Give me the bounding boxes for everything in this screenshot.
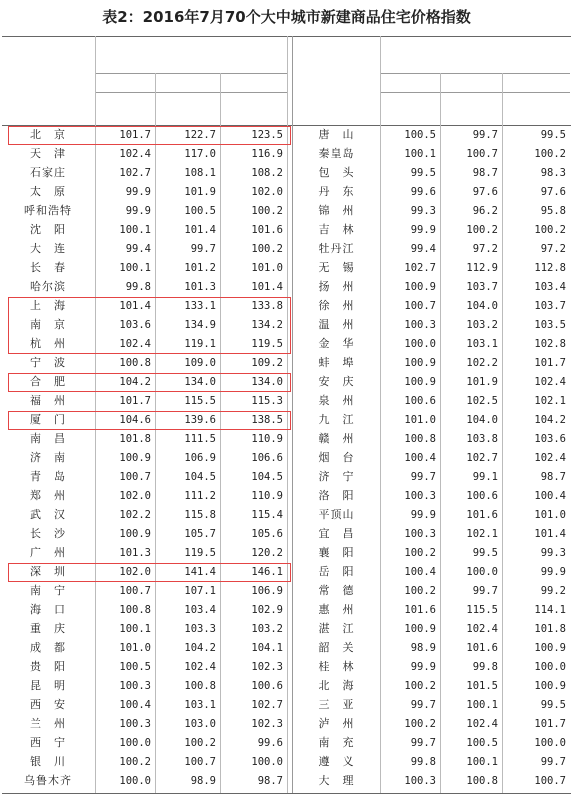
index-value-left-2: 117.0 bbox=[184, 148, 216, 160]
index-value-right-2: 112.9 bbox=[466, 262, 498, 274]
index-value-left-1: 104.2 bbox=[119, 376, 151, 388]
index-value-left-2: 98.9 bbox=[190, 775, 216, 787]
city-name-right: 遵 义 bbox=[318, 755, 355, 768]
index-value-left-2: 111.2 bbox=[184, 490, 216, 502]
index-value-left-1: 100.0 bbox=[119, 737, 151, 749]
index-value-right-3: 99.3 bbox=[540, 547, 566, 559]
city-name-left: 呼和浩特 bbox=[24, 204, 72, 217]
index-value-left-1: 100.5 bbox=[119, 661, 151, 673]
index-value-left-3: 120.2 bbox=[251, 547, 283, 559]
city-name-right: 大 理 bbox=[318, 774, 355, 787]
index-value-left-3: 99.6 bbox=[257, 737, 283, 749]
index-value-left-2: 100.8 bbox=[184, 680, 216, 692]
city-name-right: 南 充 bbox=[318, 736, 355, 749]
index-value-right-1: 100.2 bbox=[404, 547, 436, 559]
index-value-left-2: 101.4 bbox=[184, 224, 216, 236]
index-value-left-1: 100.9 bbox=[119, 528, 151, 540]
city-name-left: 西 宁 bbox=[30, 736, 66, 749]
index-value-right-3: 100.7 bbox=[534, 775, 566, 787]
index-value-left-1: 99.4 bbox=[125, 243, 151, 255]
index-value-left-3: 100.6 bbox=[251, 680, 283, 692]
index-value-left-3: 105.6 bbox=[251, 528, 283, 540]
index-value-left-2: 104.5 bbox=[184, 471, 216, 483]
index-value-right-1: 100.0 bbox=[404, 338, 436, 350]
city-name-right: 九 江 bbox=[318, 413, 355, 426]
index-value-right-3: 99.5 bbox=[540, 699, 566, 711]
index-value-right-3: 103.5 bbox=[534, 319, 566, 331]
city-name-right: 金 华 bbox=[318, 337, 355, 350]
city-name-left: 石家庄 bbox=[30, 166, 66, 179]
index-value-left-2: 100.5 bbox=[184, 205, 216, 217]
col-divider-3 bbox=[287, 36, 288, 793]
index-value-right-2: 102.1 bbox=[466, 528, 498, 540]
index-value-right-3: 100.9 bbox=[534, 680, 566, 692]
index-value-right-3: 101.8 bbox=[534, 623, 566, 635]
city-name-right: 惠 州 bbox=[318, 603, 355, 616]
index-value-left-2: 109.0 bbox=[184, 357, 216, 369]
index-value-right-2: 100.0 bbox=[466, 566, 498, 578]
index-value-right-2: 101.6 bbox=[466, 509, 498, 521]
index-value-left-1: 101.3 bbox=[119, 547, 151, 559]
city-name-right: 唐 山 bbox=[318, 128, 355, 141]
city-name-right: 蚌 埠 bbox=[318, 356, 355, 369]
index-value-right-1: 100.6 bbox=[404, 395, 436, 407]
city-name-right: 宜 昌 bbox=[318, 527, 355, 540]
col-divider-1 bbox=[155, 73, 156, 793]
index-value-left-3: 134.0 bbox=[251, 376, 283, 388]
index-value-left-3: 100.2 bbox=[251, 243, 283, 255]
index-value-left-3: 108.2 bbox=[251, 167, 283, 179]
index-value-left-1: 100.3 bbox=[119, 718, 151, 730]
index-value-right-1: 99.5 bbox=[410, 167, 436, 179]
index-value-right-2: 103.2 bbox=[466, 319, 498, 331]
index-value-left-2: 134.9 bbox=[184, 319, 216, 331]
index-value-right-3: 98.3 bbox=[540, 167, 566, 179]
city-name-right: 安 庆 bbox=[318, 375, 355, 388]
index-value-left-2: 103.3 bbox=[184, 623, 216, 635]
city-name-left: 杭 州 bbox=[30, 337, 66, 350]
city-name-left: 南 宁 bbox=[30, 584, 66, 597]
index-value-left-2: 107.1 bbox=[184, 585, 216, 597]
index-value-left-2: 119.5 bbox=[184, 547, 216, 559]
city-name-left: 成 都 bbox=[30, 641, 66, 654]
city-name-right: 桂 林 bbox=[318, 660, 355, 673]
index-value-left-1: 99.9 bbox=[125, 205, 151, 217]
index-value-left-3: 109.2 bbox=[251, 357, 283, 369]
index-value-right-1: 100.9 bbox=[404, 357, 436, 369]
index-value-left-1: 101.8 bbox=[119, 433, 151, 445]
index-value-left-3: 100.0 bbox=[251, 756, 283, 768]
index-value-right-3: 103.7 bbox=[534, 300, 566, 312]
city-name-right: 牡丹江 bbox=[318, 242, 355, 255]
index-value-left-1: 101.7 bbox=[119, 395, 151, 407]
index-value-right-3: 100.0 bbox=[534, 737, 566, 749]
city-name-left: 长 沙 bbox=[30, 527, 66, 540]
index-value-left-3: 98.7 bbox=[257, 775, 283, 787]
index-value-left-2: 101.9 bbox=[184, 186, 216, 198]
index-value-right-2: 96.2 bbox=[472, 205, 498, 217]
index-value-left-1: 102.2 bbox=[119, 509, 151, 521]
index-value-left-2: 103.0 bbox=[184, 718, 216, 730]
index-value-right-2: 97.6 bbox=[472, 186, 498, 198]
index-value-left-2: 100.2 bbox=[184, 737, 216, 749]
index-value-right-3: 101.7 bbox=[534, 357, 566, 369]
city-name-left: 哈尔滨 bbox=[30, 280, 66, 293]
index-value-right-2: 99.5 bbox=[472, 547, 498, 559]
index-value-right-1: 100.9 bbox=[404, 281, 436, 293]
index-value-left-2: 115.8 bbox=[184, 509, 216, 521]
index-value-right-1: 100.9 bbox=[404, 623, 436, 635]
index-value-right-2: 100.7 bbox=[466, 148, 498, 160]
index-value-left-3: 106.9 bbox=[251, 585, 283, 597]
index-value-right-1: 101.0 bbox=[404, 414, 436, 426]
city-name-right: 常 德 bbox=[318, 584, 355, 597]
index-value-right-3: 100.2 bbox=[534, 148, 566, 160]
index-value-right-3: 99.5 bbox=[540, 129, 566, 141]
index-value-right-2: 99.8 bbox=[472, 661, 498, 673]
city-name-left: 太 原 bbox=[30, 185, 66, 198]
index-value-left-2: 104.2 bbox=[184, 642, 216, 654]
index-value-left-1: 102.0 bbox=[119, 490, 151, 502]
index-value-right-1: 99.7 bbox=[410, 471, 436, 483]
rule-col-0 bbox=[95, 92, 287, 93]
index-value-right-3: 99.2 bbox=[540, 585, 566, 597]
index-value-right-2: 102.7 bbox=[466, 452, 498, 464]
index-value-right-3: 97.2 bbox=[540, 243, 566, 255]
index-value-right-3: 100.0 bbox=[534, 661, 566, 673]
index-value-right-1: 100.3 bbox=[404, 775, 436, 787]
index-value-right-3: 102.4 bbox=[534, 376, 566, 388]
city-name-left: 合 肥 bbox=[30, 375, 66, 388]
city-name-right: 赣 州 bbox=[318, 432, 355, 445]
index-value-left-1: 100.3 bbox=[119, 680, 151, 692]
rule-col-1 bbox=[380, 92, 570, 93]
index-value-left-3: 102.9 bbox=[251, 604, 283, 616]
city-name-left: 深 圳 bbox=[30, 565, 66, 578]
index-value-left-1: 100.4 bbox=[119, 699, 151, 711]
index-value-right-3: 114.1 bbox=[534, 604, 566, 616]
index-value-right-1: 99.6 bbox=[410, 186, 436, 198]
index-value-right-1: 99.7 bbox=[410, 737, 436, 749]
index-value-left-2: 119.1 bbox=[184, 338, 216, 350]
city-name-left: 昆 明 bbox=[30, 679, 66, 692]
city-name-left: 福 州 bbox=[30, 394, 66, 407]
index-value-right-3: 100.2 bbox=[534, 224, 566, 236]
index-value-right-1: 99.9 bbox=[410, 224, 436, 236]
city-name-right: 温 州 bbox=[318, 318, 355, 331]
index-value-right-1: 100.1 bbox=[404, 148, 436, 160]
city-name-right: 丹 东 bbox=[318, 185, 355, 198]
index-value-right-1: 100.4 bbox=[404, 452, 436, 464]
index-value-left-1: 100.1 bbox=[119, 224, 151, 236]
city-name-right: 洛 阳 bbox=[318, 489, 355, 502]
index-value-right-2: 102.2 bbox=[466, 357, 498, 369]
index-value-right-3: 102.4 bbox=[534, 452, 566, 464]
index-value-left-3: 102.7 bbox=[251, 699, 283, 711]
index-value-left-2: 134.0 bbox=[184, 376, 216, 388]
city-name-left: 天 津 bbox=[30, 147, 66, 160]
index-value-left-3: 115.3 bbox=[251, 395, 283, 407]
city-name-left: 郑 州 bbox=[30, 489, 66, 502]
index-value-right-2: 100.8 bbox=[466, 775, 498, 787]
index-value-right-2: 97.2 bbox=[472, 243, 498, 255]
index-value-right-2: 98.7 bbox=[472, 167, 498, 179]
col-divider-6 bbox=[502, 73, 503, 793]
index-value-left-3: 102.0 bbox=[251, 186, 283, 198]
index-value-right-2: 100.1 bbox=[466, 756, 498, 768]
city-name-right: 徐 州 bbox=[318, 299, 355, 312]
col-divider-5 bbox=[440, 73, 441, 793]
index-value-right-3: 102.1 bbox=[534, 395, 566, 407]
index-value-left-2: 108.1 bbox=[184, 167, 216, 179]
index-value-left-3: 133.8 bbox=[251, 300, 283, 312]
index-value-left-2: 139.6 bbox=[184, 414, 216, 426]
index-value-right-2: 101.9 bbox=[466, 376, 498, 388]
city-name-left: 重 庆 bbox=[30, 622, 66, 635]
city-name-right: 泸 州 bbox=[318, 717, 355, 730]
index-value-left-3: 102.3 bbox=[251, 718, 283, 730]
index-value-right-3: 104.2 bbox=[534, 414, 566, 426]
city-name-right: 湛 江 bbox=[318, 622, 355, 635]
index-value-left-1: 99.9 bbox=[125, 186, 151, 198]
city-name-right: 包 头 bbox=[318, 166, 355, 179]
index-value-left-3: 104.1 bbox=[251, 642, 283, 654]
city-name-right: 济 宁 bbox=[318, 470, 355, 483]
index-value-left-3: 123.5 bbox=[251, 129, 283, 141]
index-value-right-2: 115.5 bbox=[466, 604, 498, 616]
index-value-right-1: 100.7 bbox=[404, 300, 436, 312]
index-value-left-2: 101.2 bbox=[184, 262, 216, 274]
index-value-right-1: 100.3 bbox=[404, 490, 436, 502]
index-value-left-2: 141.4 bbox=[184, 566, 216, 578]
index-value-right-2: 103.7 bbox=[466, 281, 498, 293]
index-value-right-1: 100.9 bbox=[404, 376, 436, 388]
index-value-left-3: 103.2 bbox=[251, 623, 283, 635]
index-value-right-2: 100.1 bbox=[466, 699, 498, 711]
city-name-left: 南 京 bbox=[30, 318, 66, 331]
index-value-right-3: 103.6 bbox=[534, 433, 566, 445]
index-value-left-3: 119.5 bbox=[251, 338, 283, 350]
index-value-left-2: 111.5 bbox=[184, 433, 216, 445]
city-name-right: 锦 州 bbox=[318, 204, 355, 217]
city-name-left: 乌鲁木齐 bbox=[24, 774, 72, 787]
index-value-left-1: 101.4 bbox=[119, 300, 151, 312]
index-value-right-1: 99.9 bbox=[410, 509, 436, 521]
city-name-left: 长 春 bbox=[30, 261, 66, 274]
city-name-left: 上 海 bbox=[30, 299, 66, 312]
index-value-left-2: 105.7 bbox=[184, 528, 216, 540]
city-name-right: 北 海 bbox=[318, 679, 355, 692]
index-value-right-1: 99.3 bbox=[410, 205, 436, 217]
index-value-right-1: 100.4 bbox=[404, 566, 436, 578]
index-value-right-2: 101.6 bbox=[466, 642, 498, 654]
index-value-right-2: 99.7 bbox=[472, 585, 498, 597]
rule-group-1 bbox=[380, 73, 570, 74]
index-value-right-3: 98.7 bbox=[540, 471, 566, 483]
index-value-right-3: 97.6 bbox=[540, 186, 566, 198]
city-name-left: 青 岛 bbox=[30, 470, 66, 483]
city-name-right: 三 亚 bbox=[318, 698, 355, 711]
city-name-left: 南 昌 bbox=[30, 432, 66, 445]
index-value-right-3: 101.7 bbox=[534, 718, 566, 730]
index-value-left-1: 100.8 bbox=[119, 357, 151, 369]
city-name-right: 吉 林 bbox=[318, 223, 355, 236]
index-value-right-1: 100.2 bbox=[404, 718, 436, 730]
index-value-right-1: 99.4 bbox=[410, 243, 436, 255]
city-name-left: 大 连 bbox=[30, 242, 66, 255]
index-value-left-3: 102.3 bbox=[251, 661, 283, 673]
index-value-right-3: 101.4 bbox=[534, 528, 566, 540]
index-value-left-2: 122.7 bbox=[184, 129, 216, 141]
city-name-right: 秦皇岛 bbox=[318, 147, 355, 160]
index-value-right-2: 104.0 bbox=[466, 300, 498, 312]
index-value-left-2: 103.1 bbox=[184, 699, 216, 711]
index-value-right-1: 100.2 bbox=[404, 585, 436, 597]
city-name-right: 襄 阳 bbox=[318, 546, 355, 559]
index-value-left-2: 102.4 bbox=[184, 661, 216, 673]
index-value-left-2: 99.7 bbox=[190, 243, 216, 255]
index-value-left-1: 100.7 bbox=[119, 471, 151, 483]
index-value-left-1: 103.6 bbox=[119, 319, 151, 331]
index-value-right-3: 95.8 bbox=[540, 205, 566, 217]
city-name-left: 济 南 bbox=[30, 451, 66, 464]
city-name-left: 厦 门 bbox=[30, 413, 66, 426]
index-value-left-2: 100.7 bbox=[184, 756, 216, 768]
index-value-right-2: 99.7 bbox=[472, 129, 498, 141]
index-value-right-3: 99.7 bbox=[540, 756, 566, 768]
index-value-left-1: 99.8 bbox=[125, 281, 151, 293]
city-name-right: 平顶山 bbox=[318, 508, 355, 521]
city-name-right: 泉 州 bbox=[318, 394, 355, 407]
city-name-left: 北 京 bbox=[30, 128, 66, 141]
index-value-left-1: 102.4 bbox=[119, 338, 151, 350]
index-value-left-3: 134.2 bbox=[251, 319, 283, 331]
index-value-left-1: 102.0 bbox=[119, 566, 151, 578]
index-value-left-1: 100.7 bbox=[119, 585, 151, 597]
city-name-right: 扬 州 bbox=[318, 280, 355, 293]
table-title: 表2：2016年7月70个大中城市新建商品住宅价格指数 bbox=[102, 8, 471, 26]
rule-group-0 bbox=[95, 73, 287, 74]
index-value-right-2: 104.0 bbox=[466, 414, 498, 426]
city-name-left: 银 川 bbox=[30, 755, 66, 768]
index-value-left-1: 102.4 bbox=[119, 148, 151, 160]
index-value-left-3: 100.2 bbox=[251, 205, 283, 217]
rule-bottom bbox=[2, 793, 571, 794]
index-value-left-1: 100.2 bbox=[119, 756, 151, 768]
index-value-right-1: 102.7 bbox=[404, 262, 436, 274]
index-value-right-1: 100.3 bbox=[404, 319, 436, 331]
index-value-right-1: 100.5 bbox=[404, 129, 436, 141]
index-value-right-3: 99.9 bbox=[540, 566, 566, 578]
city-name-left: 武 汉 bbox=[30, 508, 66, 521]
index-value-right-3: 102.8 bbox=[534, 338, 566, 350]
index-value-right-2: 101.5 bbox=[466, 680, 498, 692]
index-value-left-1: 101.7 bbox=[119, 129, 151, 141]
index-value-left-1: 104.6 bbox=[119, 414, 151, 426]
index-value-right-2: 100.5 bbox=[466, 737, 498, 749]
index-value-left-3: 101.4 bbox=[251, 281, 283, 293]
index-value-right-3: 100.4 bbox=[534, 490, 566, 502]
index-value-right-1: 98.9 bbox=[410, 642, 436, 654]
index-value-right-2: 100.6 bbox=[466, 490, 498, 502]
city-name-left: 海 口 bbox=[30, 603, 66, 616]
index-value-left-3: 115.4 bbox=[251, 509, 283, 521]
index-value-left-3: 110.9 bbox=[251, 433, 283, 445]
city-name-right: 岳 阳 bbox=[318, 565, 355, 578]
index-value-right-2: 102.4 bbox=[466, 718, 498, 730]
city-name-left: 广 州 bbox=[30, 546, 66, 559]
index-value-left-3: 101.6 bbox=[251, 224, 283, 236]
city-name-left: 贵 阳 bbox=[30, 660, 66, 673]
col-divider-2 bbox=[220, 73, 221, 793]
index-value-right-1: 101.6 bbox=[404, 604, 436, 616]
index-value-right-1: 100.3 bbox=[404, 528, 436, 540]
index-value-right-1: 99.9 bbox=[410, 661, 436, 673]
index-value-right-1: 100.8 bbox=[404, 433, 436, 445]
index-value-right-2: 103.8 bbox=[466, 433, 498, 445]
index-value-left-2: 115.5 bbox=[184, 395, 216, 407]
index-value-left-2: 101.3 bbox=[184, 281, 216, 293]
index-value-right-3: 101.0 bbox=[534, 509, 566, 521]
city-name-right: 烟 台 bbox=[318, 451, 355, 464]
city-name-left: 沈 阳 bbox=[30, 223, 66, 236]
city-name-right: 韶 关 bbox=[318, 641, 355, 654]
index-value-left-1: 100.0 bbox=[119, 775, 151, 787]
index-value-right-2: 102.5 bbox=[466, 395, 498, 407]
city-name-left: 宁 波 bbox=[30, 356, 66, 369]
index-value-left-1: 100.9 bbox=[119, 452, 151, 464]
index-value-right-3: 103.4 bbox=[534, 281, 566, 293]
index-value-right-1: 100.2 bbox=[404, 680, 436, 692]
index-value-right-2: 103.1 bbox=[466, 338, 498, 350]
city-name-right: 无 锡 bbox=[318, 261, 355, 274]
index-value-left-2: 133.1 bbox=[184, 300, 216, 312]
index-value-right-1: 99.7 bbox=[410, 699, 436, 711]
index-value-left-3: 138.5 bbox=[251, 414, 283, 426]
index-value-left-1: 101.0 bbox=[119, 642, 151, 654]
index-value-left-3: 101.0 bbox=[251, 262, 283, 274]
index-value-left-3: 110.9 bbox=[251, 490, 283, 502]
index-value-left-1: 102.7 bbox=[119, 167, 151, 179]
index-value-right-2: 100.2 bbox=[466, 224, 498, 236]
index-value-left-2: 103.4 bbox=[184, 604, 216, 616]
index-value-left-1: 100.1 bbox=[119, 623, 151, 635]
index-value-right-1: 99.8 bbox=[410, 756, 436, 768]
index-value-left-3: 104.5 bbox=[251, 471, 283, 483]
index-value-right-2: 102.4 bbox=[466, 623, 498, 635]
index-value-left-3: 116.9 bbox=[251, 148, 283, 160]
index-value-left-1: 100.8 bbox=[119, 604, 151, 616]
index-value-right-3: 100.9 bbox=[534, 642, 566, 654]
city-name-left: 兰 州 bbox=[30, 717, 66, 730]
index-value-left-3: 146.1 bbox=[251, 566, 283, 578]
index-value-left-1: 100.1 bbox=[119, 262, 151, 274]
index-value-right-3: 112.8 bbox=[534, 262, 566, 274]
index-value-left-2: 106.9 bbox=[184, 452, 216, 464]
index-value-left-3: 106.6 bbox=[251, 452, 283, 464]
index-value-right-2: 99.1 bbox=[472, 471, 498, 483]
city-name-left: 西 安 bbox=[30, 698, 66, 711]
